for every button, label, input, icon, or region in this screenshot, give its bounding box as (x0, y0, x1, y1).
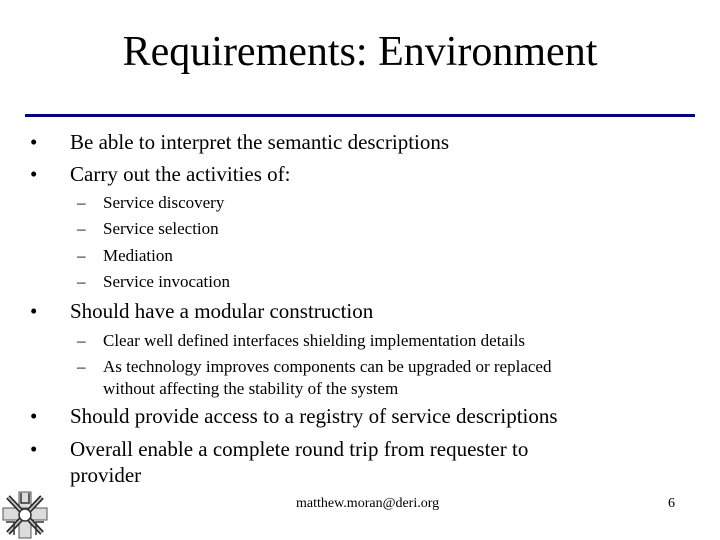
bullet-marker: • (30, 437, 38, 461)
dash-marker: – (77, 331, 86, 350)
bullet-text: Overall enable a complete round trip from requester to (70, 437, 529, 461)
title-divider (25, 114, 695, 117)
bullet-marker: • (30, 130, 38, 154)
sub-bullet-continuation: without affecting the stability of the system (103, 379, 399, 398)
dash-marker: – (77, 219, 86, 238)
bullet-marker: • (30, 162, 38, 186)
page-number: 6 (668, 496, 675, 511)
bullet-text: Carry out the activities of: (70, 162, 291, 186)
bullet-text: Be able to interpret the semantic descriptions (70, 130, 450, 154)
bullet-continuation: provider (70, 463, 142, 487)
slide-title: Requirements: Environment (122, 29, 598, 75)
footer-email: matthew.moran@deri.org (296, 496, 440, 511)
sub-bullet-text: Service discovery (103, 193, 225, 212)
dash-marker: – (77, 272, 86, 291)
sub-bullet-text: Clear well defined interfaces shielding implementation details (103, 331, 526, 350)
bullet-text: Should have a modular construction (70, 299, 374, 323)
sub-bullet-text: Mediation (103, 246, 173, 265)
deri-logo-icon (2, 491, 48, 539)
dash-marker: – (77, 246, 86, 265)
sub-bullet-text: As technology improves components can be upgraded or replaced (103, 357, 552, 376)
bullet-marker: • (30, 404, 38, 428)
dash-marker: – (77, 357, 86, 376)
sub-bullet-text: Service invocation (103, 272, 230, 291)
bullet-marker: • (30, 299, 38, 323)
dash-marker: – (77, 193, 86, 212)
sub-bullet-text: Service selection (103, 219, 219, 238)
bullet-text: Should provide access to a registry of service descriptions (70, 404, 558, 428)
